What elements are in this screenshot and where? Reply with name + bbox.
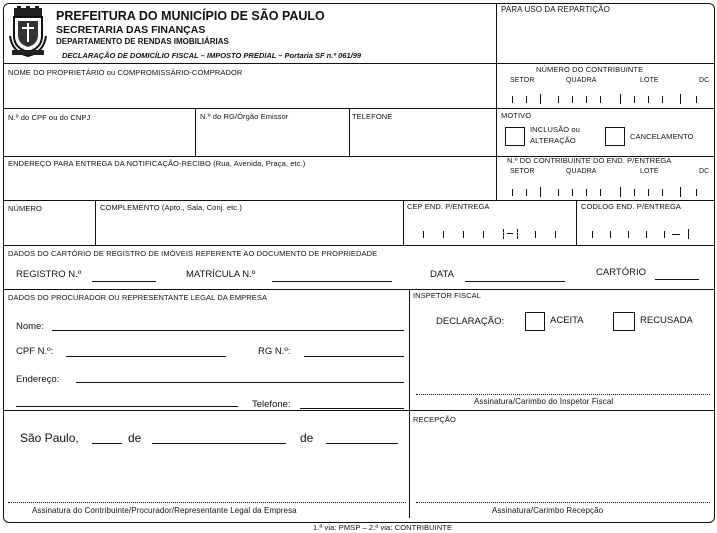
registry-number-label: REGISTRO N.º — [16, 269, 82, 280]
alteration-label: ALTERAÇÃO — [530, 136, 576, 145]
owner-name-field[interactable] — [5, 80, 495, 107]
attorney-address-field[interactable] — [76, 382, 404, 383]
number-label: NÚMERO — [8, 204, 42, 213]
attorney-name-label: Nome: — [16, 321, 44, 332]
city-seal-icon — [8, 6, 48, 58]
delivery-dc-label: DC — [699, 168, 710, 175]
de-label-2: de — [300, 431, 314, 445]
inspector-declaration-label: DECLARAÇÃO: — [436, 316, 505, 327]
attorney-phone-field[interactable] — [300, 408, 404, 409]
attorney-address-field-2[interactable] — [16, 406, 238, 407]
cpf-cnpj-label: N.º do CPF ou do CNPJ — [8, 113, 91, 122]
header-department: DEPARTAMENTO DE RENDAS IMOBILIÁRIAS — [56, 37, 229, 46]
registry-office-field[interactable] — [655, 279, 699, 280]
attorney-section-label: DADOS DO PROCURADOR OU REPRESENTANTE LEGAL DA EMPRESA — [8, 293, 268, 302]
taxpayer-number-field[interactable] — [500, 86, 712, 106]
delivery-setor-label: SETOR — [510, 168, 535, 175]
date-label: DATA — [430, 269, 454, 280]
inclusion-label: INCLUSÃO ou — [530, 125, 580, 134]
attorney-phone-label: Telefone: — [252, 399, 291, 410]
reason-label: MOTIVO — [501, 111, 532, 120]
delivery-address-field[interactable] — [5, 172, 495, 198]
attorney-rg-label: RG N.º: — [258, 346, 291, 357]
taxpayer-number-label: NÚMERO DO CONTRIBUINTE — [536, 65, 644, 74]
cancellation-label: CANCELAMENTO — [630, 132, 694, 141]
inclusion-alteration-checkbox[interactable] — [505, 127, 525, 146]
phone-field[interactable] — [351, 124, 495, 154]
matricula-field[interactable] — [272, 281, 392, 282]
registry-number-field[interactable] — [92, 281, 156, 282]
lote-label: LOTE — [640, 77, 659, 84]
complement-field[interactable] — [97, 215, 401, 243]
rg-issuer-label: N.º do RG/Órgão Emissor — [200, 112, 289, 121]
delivery-taxpayer-number-label: N.º DO CONTRIBUINTE DO END. P/ENTREGA — [507, 156, 672, 165]
codlog-label: CODLOG END. P/ENTREGA — [581, 202, 682, 211]
reception-signature-label: Assinatura/Carimbo Recepção — [492, 506, 604, 515]
inspector-signature-area[interactable] — [412, 336, 710, 392]
taxpayer-signature-label: Assinatura do Contribuinte/Procurador/Representante Legal da Empresa — [32, 506, 297, 515]
owner-name-label: NOME DO PROPRIETÁRIO ou COMPROMISSÁRIO-COMPRADOR — [8, 68, 243, 77]
accepted-checkbox[interactable] — [525, 312, 545, 331]
phone-label: TELEFONE — [352, 112, 393, 121]
number-field[interactable] — [5, 215, 93, 243]
copies-footer: 1.ª via: PMSP – 2.ª via: CONTRIBUINTE — [313, 523, 453, 532]
codlog-field[interactable] — [578, 213, 712, 243]
city-date-label: São Paulo, — [20, 431, 79, 445]
matricula-label: MATRÍCULA N.º — [186, 269, 256, 280]
quadra-label: QUADRA — [566, 77, 597, 84]
cep-label: CEP END. P/ENTREGA — [407, 202, 490, 211]
inspector-signature-label: Assinatura/Carimbo do Inspetor Fiscal — [474, 397, 614, 406]
reception-section-label: RECEPÇÃO — [413, 415, 456, 424]
delivery-address-label: ENDEREÇO PARA ENTREGA DA NOTIFICAÇÃO-RECIBO (Rua, Avenida, Praça, etc.) — [8, 159, 306, 168]
cpf-cnpj-field[interactable] — [5, 124, 193, 154]
attorney-name-field[interactable] — [52, 330, 404, 331]
refused-checkbox[interactable] — [613, 312, 635, 331]
cep-field[interactable] — [405, 213, 575, 243]
setor-label: SETOR — [510, 77, 535, 84]
delivery-lote-label: LOTE — [640, 168, 659, 175]
attorney-rg-field[interactable] — [304, 356, 404, 357]
de-label-1: de — [128, 431, 142, 445]
registry-section-label: DADOS DO CARTÓRIO DE REGISTRO DE IMÓVEIS REFERENTE AO DOCUMENTO DE PROPRIEDADE — [8, 249, 378, 258]
day-field[interactable] — [92, 443, 122, 444]
dc-label: DC — [699, 77, 710, 84]
refused-label: RECUSADA — [640, 315, 693, 326]
reception-signature-area[interactable] — [412, 428, 710, 500]
cancellation-checkbox[interactable] — [605, 127, 625, 146]
header-declaration: DECLARAÇÃO DE DOMICÍLIO FISCAL – IMPOSTO PREDIAL – Portaria SF n.º 061/99 — [62, 51, 362, 60]
accepted-label: ACEITA — [550, 315, 584, 326]
rg-issuer-field[interactable] — [197, 124, 347, 154]
complement-label: COMPLEMENTO (Apto., Sala, Conj. etc.) — [100, 203, 242, 212]
inspector-section-label: INSPETOR FISCAL — [413, 291, 482, 300]
office-use-label: PARA USO DA REPARTIÇÃO — [501, 5, 610, 14]
header-secretariat: SECRETARIA DAS FINANÇAS — [56, 24, 206, 36]
month-field[interactable] — [152, 443, 286, 444]
delivery-quadra-label: QUADRA — [566, 168, 597, 175]
delivery-taxpayer-number-field[interactable] — [500, 177, 712, 198]
attorney-address-label: Endereço: — [16, 374, 60, 385]
taxpayer-signature-area[interactable] — [8, 452, 406, 500]
attorney-cpf-label: CPF N.º: — [16, 346, 54, 357]
attorney-cpf-field[interactable] — [66, 356, 226, 357]
year-field[interactable] — [326, 443, 398, 444]
header-city-hall: PREFEITURA DO MUNICÍPIO DE SÃO PAULO — [56, 9, 325, 23]
registry-office-label: CARTÓRIO — [596, 267, 646, 278]
date-field[interactable] — [465, 281, 565, 282]
